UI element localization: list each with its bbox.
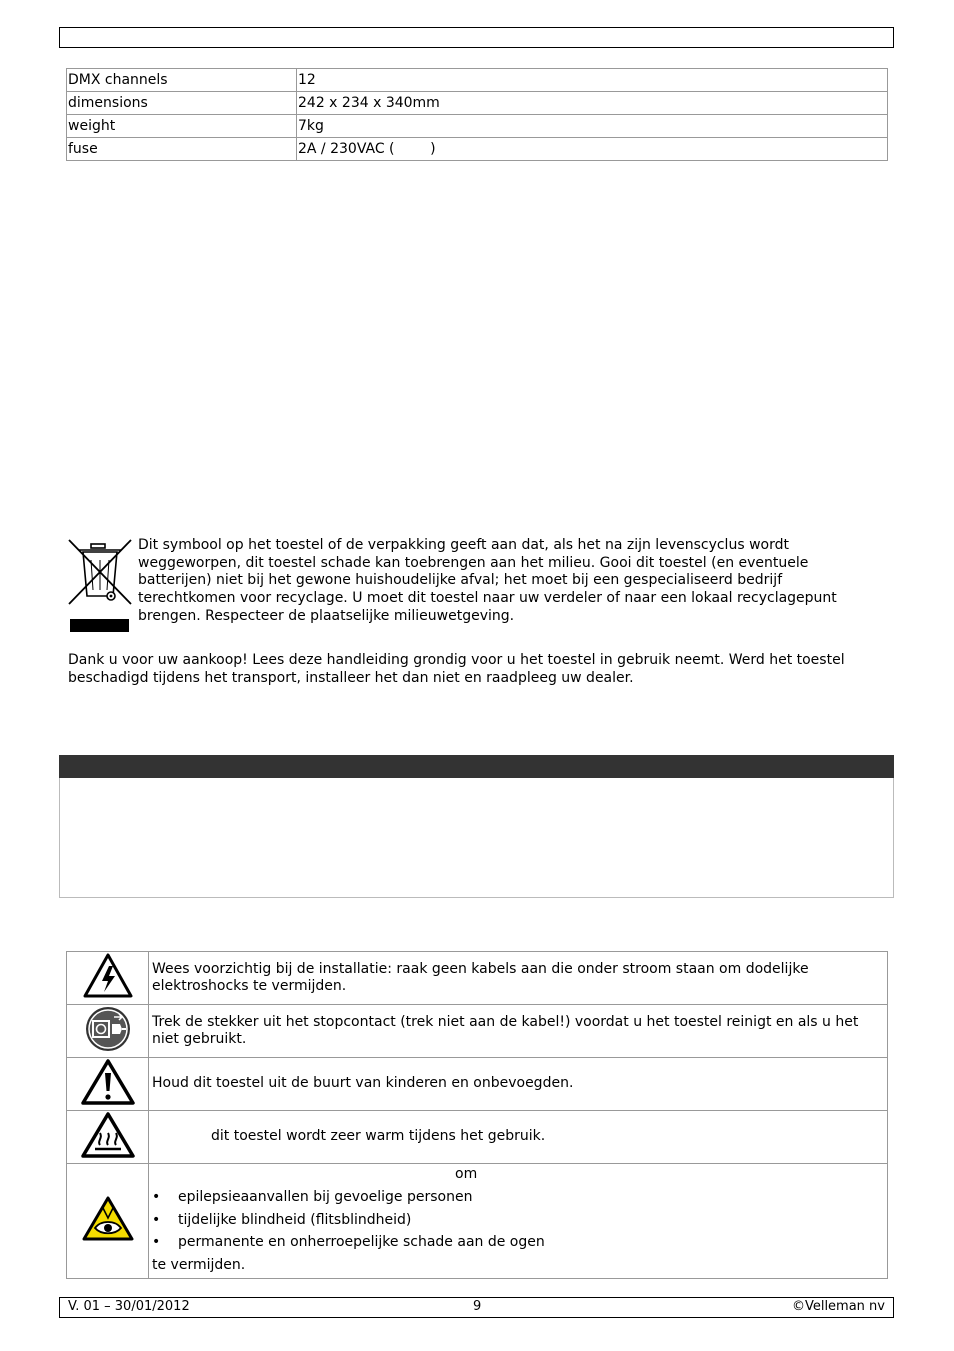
spec-table — [66, 68, 888, 161]
weee-bin-icon — [67, 538, 133, 634]
page-header-box — [59, 27, 894, 48]
section-content-box — [59, 778, 894, 898]
table-row — [67, 69, 888, 92]
list-item: • epilepsieaanvallen bij gevoelige personen — [152, 1186, 884, 1209]
warning-icon — [80, 1058, 136, 1106]
electric-shock-icon — [82, 952, 134, 1000]
section-header-bar — [59, 755, 894, 778]
spec-label: DMX channels — [67, 69, 297, 92]
page-number: 9 — [473, 1299, 482, 1314]
version-date: V. 01 – 30/01/2012 — [68, 1299, 190, 1314]
spec-label: dimensions — [67, 92, 297, 115]
safety-icon-cell — [67, 952, 149, 1005]
spec-value: 7kg — [297, 115, 888, 138]
safety-intro: om — [455, 1166, 478, 1182]
table-row — [67, 92, 888, 115]
spec-label: weight — [67, 115, 297, 138]
safety-text: Wees voorzichtig bij de installatie: raak geen kabels aan die onder stroom staan om dodelijke elektroshocks te vermijden. — [149, 952, 888, 1005]
copyright: ©Velleman nv — [791, 1299, 885, 1314]
safety-text: Houd dit toestel uit de buurt van kinderen en onbevoegden. — [149, 1058, 888, 1111]
spec-value: 12 — [297, 69, 888, 92]
hot-surface-icon — [80, 1111, 136, 1159]
safety-icon-cell — [67, 1005, 149, 1058]
safety-table — [66, 951, 888, 1279]
spec-label: fuse — [67, 138, 297, 161]
table-row — [67, 115, 888, 138]
safety-text: Trek de stekker uit het stopcontact (trek niet aan de kabel!) voordat u het toestel reinigt en als u het niet gebruikt. — [149, 1005, 888, 1058]
eye-hazard-icon — [81, 1195, 135, 1243]
safety-icon-cell — [67, 1164, 149, 1279]
table-row — [67, 1164, 888, 1279]
page-footer — [59, 1297, 894, 1318]
spec-value: 242 x 234 x 340mm — [297, 92, 888, 115]
spec-value: 2A / 230VAC ( ) — [297, 138, 888, 161]
table-row — [67, 1005, 888, 1058]
safety-outro: te vermijden. — [152, 1256, 246, 1273]
table-row — [67, 1058, 888, 1111]
table-row — [67, 952, 888, 1005]
table-row — [67, 1111, 888, 1164]
unplug-icon — [84, 1005, 132, 1053]
table-row — [67, 138, 888, 161]
list-item: • tijdelijke blindheid (flitsblindheid) — [152, 1209, 884, 1232]
thank-you-text: Dank u voor uw aankoop! Lees deze handleiding grondig voor u het toestel in gebruik neemt. Werd het toestel beschadigd tijdens het transport, installeer het dan niet en raadpleeg uw dealer. — [68, 652, 845, 686]
bullet-list — [152, 1186, 884, 1254]
safety-text — [149, 1164, 888, 1279]
weee-notice-text: Dit symbool op het toestel of de verpakking geeft aan dat, als het na zijn levenscyclus wordt weggeworpen, dit toestel schade kan toebrengen aan het milieu. Gooi dit toestel (en eventuele batterijen) niet bij het gewone huishoudelijke afval; het moet bij een gespecialiseerd bedrijf terechtkomen voor recyclage. U moet dit toestel naar uw verdeler of naar een lokaal recyclagepunt brengen. Respecteer de plaatselijke milieuwetgeving. — [138, 537, 837, 624]
safety-icon-cell — [67, 1058, 149, 1111]
safety-icon-cell — [67, 1111, 149, 1164]
list-item: • permanente en onherroepelijke schade aan de ogen — [152, 1231, 884, 1254]
safety-text: dit toestel wordt zeer warm tijdens het gebruik. — [149, 1111, 888, 1164]
